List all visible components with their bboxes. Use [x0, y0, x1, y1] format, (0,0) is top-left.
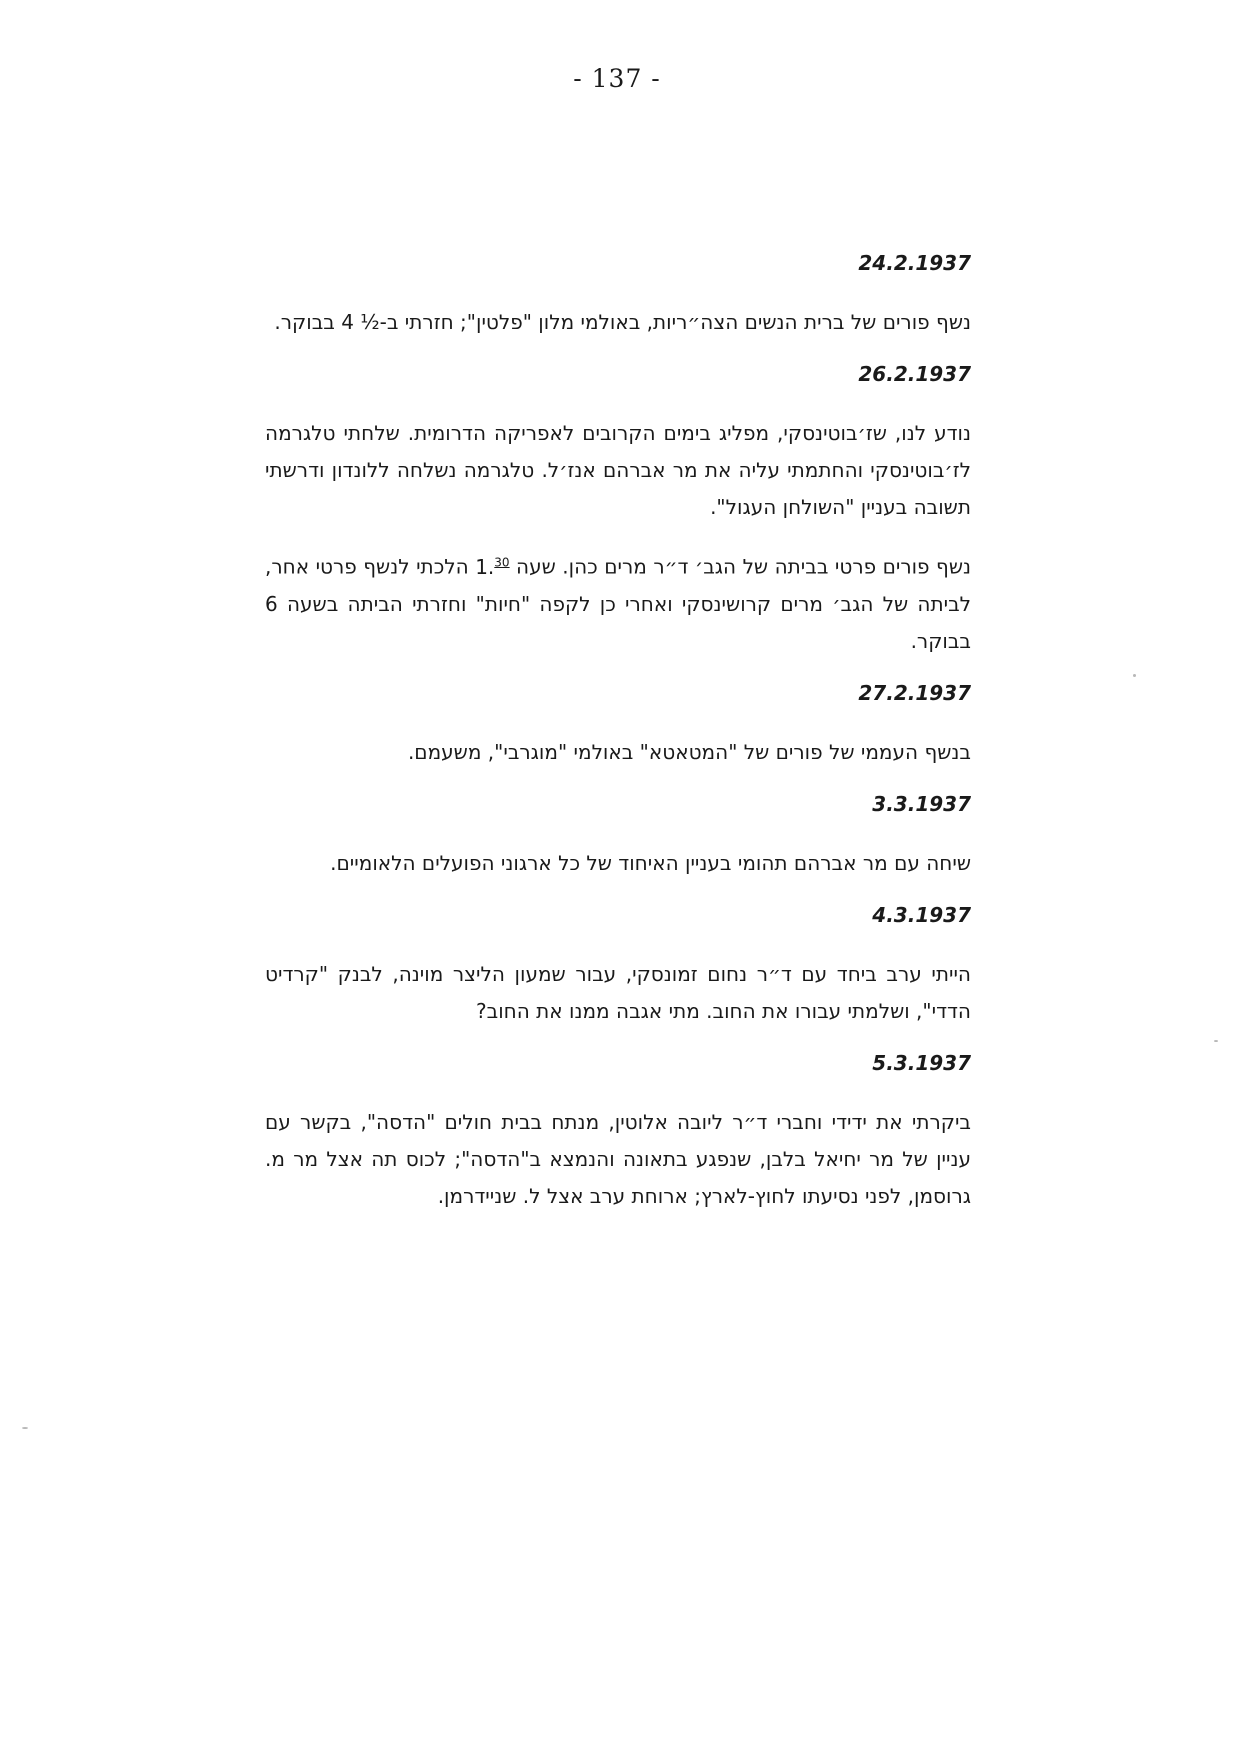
entry-paragraph: הייתי ערב ביחד עם ד״ר נחום זמונסקי, עבור שמעון הליצר מוינה, לבנק "קרדיט הדדי", ושלמתי עבורו את החוב. מתי אגבה ממנו את החוב? — [265, 961, 971, 1023]
diary-entry — [265, 1050, 971, 1215]
entry-date: 5.3.1937 — [872, 1050, 971, 1075]
entry-paragraph: נשף פורים של ברית הנשים הצה״ריות, באולמי מלון "פלטין"; חזרתי ב-½ 4 בבוקר. — [274, 310, 971, 334]
entry-date: 24.2.1937 — [858, 251, 971, 275]
scan-speck — [1214, 1040, 1218, 1042]
diary-entry — [265, 361, 971, 660]
entry-date: 4.3.1937 — [872, 902, 971, 927]
diary-entry — [265, 791, 971, 882]
time-minutes: 30 — [494, 555, 510, 569]
entry-date: 27.2.1937 — [858, 680, 971, 705]
entry-paragraph: שיחה עם מר אברהם תהומי בעניין האיחוד של כל ארגוני הפועלים הלאומיים. — [330, 850, 971, 875]
scan-speck — [22, 1427, 28, 1429]
entry-paragraph: נודע לנו, שז׳בוטינסקי, מפליג בימים הקרובים לאפריקה הדרומית. שלחתי טלגרמה לז׳בוטינסקי והחתמתי עליה את מר אברהם אנז׳ל. טלגרמה נשלחה ללונדון ודרשתי תשובה בעניין "השולחן העגול". — [265, 421, 971, 519]
diary-entry — [265, 902, 971, 1030]
diary-content — [265, 250, 971, 1215]
entry-paragraph: ביקרתי את ידידי וחברי ד״ר ליובה אלוטין, מנתח בבית חולים "הדסה", בקשר עם עניין של מר יחיאל בלבן, שנפגע בתאונה והנמצא ב"הדסה"; לכוס תה אצל מר מ. גרוסמן, לפני נסיעתו לחוץ-לארץ; ארוחת ערב אצל ל. שניידרמן. — [265, 1109, 971, 1208]
diary-entry — [265, 250, 971, 341]
entry-date: 3.3.1937 — [872, 791, 971, 816]
paragraph-text: נשף פורים פרטי בביתה של הגב׳ ד״ר מרים כהן. שעה — [509, 554, 972, 579]
entry-paragraph — [265, 544, 971, 660]
time-hour: 1. — [475, 554, 495, 579]
entry-date: 26.2.1937 — [858, 362, 971, 386]
paragraph-text: הלכתי לנשף פרטי אחר, לביתה של הגב׳ מרים קרושינסקי ואחרי כן לקפה "חיות" וחזרתי הביתה בשעה 6 בבוקר. — [265, 554, 971, 653]
time-value — [475, 555, 509, 579]
page-number: - 137 - — [573, 64, 661, 93]
diary-entry — [265, 680, 971, 771]
scan-speck — [1133, 674, 1136, 677]
entry-paragraph: בנשף העממי של פורים של "המטאטא" באולמי "מוגרבי", משעמם. — [407, 739, 971, 764]
